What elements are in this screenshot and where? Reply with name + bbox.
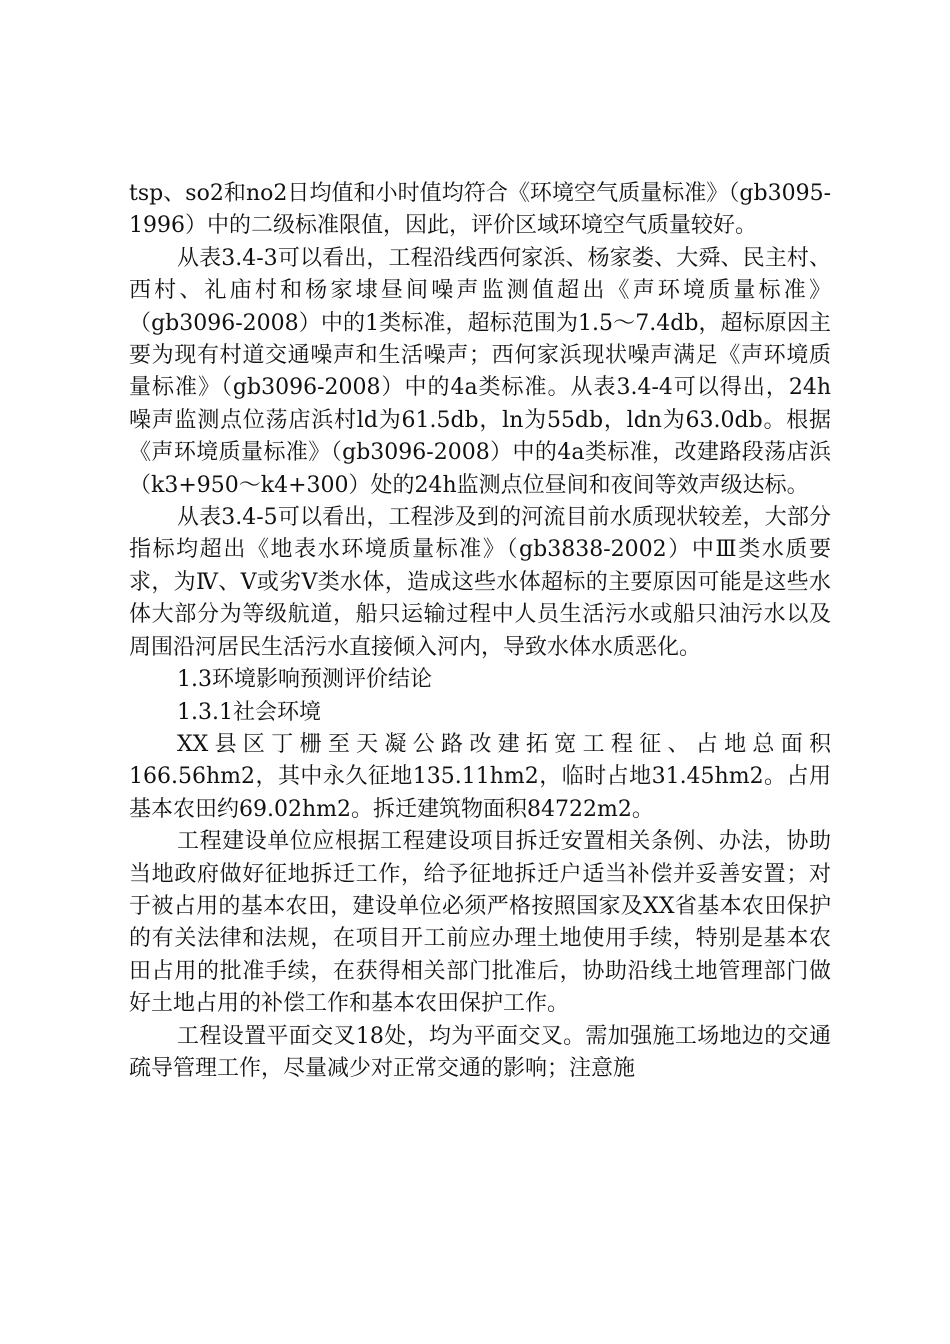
paragraph-water-quality: 从表3.4-5可以看出，工程涉及到的河流目前水质现状较差，大部分指标均超出《地表水环境质量标准》（gb3838-2002）中Ⅲ类水质要求，为Ⅳ、Ⅴ或劣Ⅴ类水体，造成这些水体超标的主要原因可能是这些水体大部分为等级航道，船只运输过程中人员生活污水或船只油污水以及周围沿河居民生活污水直接倾入河内，导致水体水质恶化。 [129, 505, 831, 660]
subsection-heading-social-environment: 1.3.1社会环境 [177, 699, 321, 725]
paragraph-land-acquisition: XX县区丁栅至天凝公路改建拓宽工程征、占地总面积166.56hm2，其中永久征地135.11hm2，临时占地31.45hm2。占用基本农田约69.02hm2。拆迁建筑物面积84722m2。 [129, 731, 831, 822]
paragraph-noise-monitoring: 从表3.4-3可以看出，工程沿线西何家浜、杨家娄、大舜、民主村、西村、礼庙村和杨家埭昼间噪声监测值超出《声环境质量标准》（gb3096-2008）中的1类标准，超标范围为1.5～7.4db，超标原因主要为现有村道交通噪声和生活噪声；西何家浜现状噪声满足《声环境质量标准》（gb3096-2008）中的4a类标准。从表3.4-4可以得出，24h噪声监测点位荡店浜村ld为61.5db，ln为55db，ldn为63.0db。根据《声环境质量标准》（gb3096-2008）中的4a类标准，改建路段荡店浜（k3+950～k4+300）处的24h监测点位昼间和夜间等效声级达标。 [129, 245, 831, 498]
paragraph-traffic-crossings: 工程设置平面交叉18处，均为平面交叉。需加强施工场地边的交通疏导管理工作，尽量减少对正常交通的影响；注意施 [129, 1023, 831, 1081]
paragraph-air-quality-conclusion: tsp、so2和no2日均值和小时值均符合《环境空气质量标准》（gb3095-1996）中的二级标准限值，因此，评价区域环境空气质量较好。 [129, 181, 831, 239]
section-heading-impact-prediction: 1.3环境影响预测评价结论 [177, 667, 432, 693]
paragraph-resettlement-farmland: 工程建设单位应根据工程建设项目拆迁安置相关条例、办法，协助当地政府做好征地拆迁工作，给予征地拆迁户适当补偿并妥善安置；对于被占用的基本农田，建设单位必须严格按照国家及XX省基本农田保护的有关法律和法规，在项目开工前应办理土地使用手续，特别是基本农田占用的批准手续，在获得相关部门批准后，协助沿线土地管理部门做好土地占用的补偿工作和基本农田保护工作。 [129, 829, 831, 1017]
document-body [129, 178, 831, 1085]
